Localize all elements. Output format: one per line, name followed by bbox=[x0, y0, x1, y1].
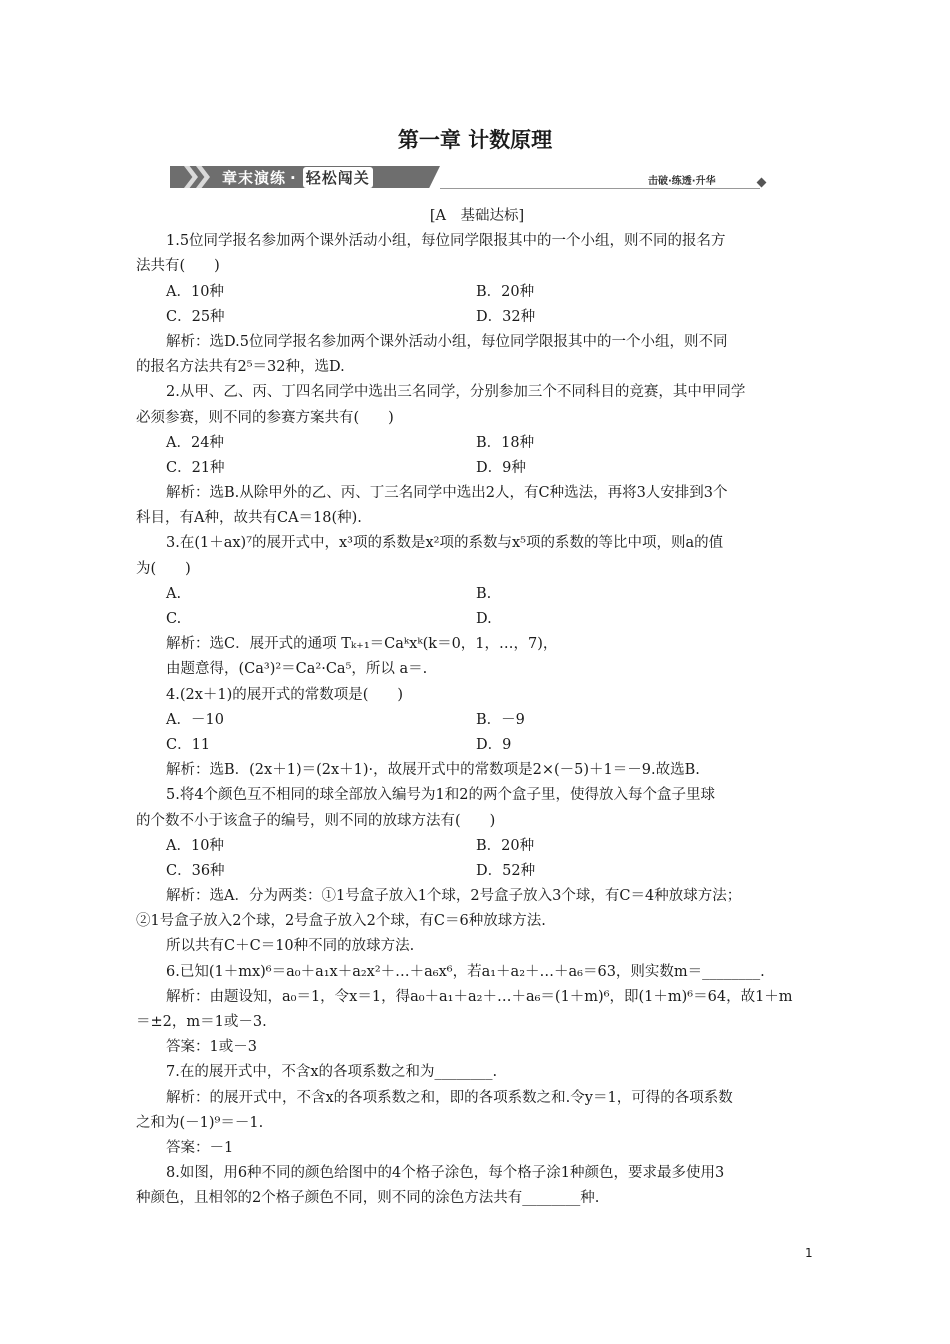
text-line: 6.已知(1＋mx)⁶＝a₀＋a₁x＋a₂x²＋…＋a₆x⁶，若a₁＋a₂＋…＋a₆＝63，则实数m＝________. bbox=[166, 963, 765, 980]
text-line: 4.(2x＋1)的展开式的常数项是( ) bbox=[166, 686, 404, 703]
text-line: 解析：由题设知，a₀＝1，令x＝1，得a₀＋a₁＋a₂＋…＋a₆＝(1＋m)⁶，即(1＋m)⁶＝64，故1＋m bbox=[166, 988, 793, 1005]
text-line: 解析：的展开式中，不含x的各项系数之和，即的各项系数之和.令y＝1，可得的各项系数 bbox=[166, 1089, 733, 1106]
diamond-icon bbox=[757, 178, 767, 188]
banner-boxed-text: 轻松闯关 bbox=[303, 167, 373, 188]
answer-options-row bbox=[136, 305, 818, 330]
answer-options-row bbox=[136, 834, 818, 859]
chapter-title: 第一章 计数原理 bbox=[397, 128, 553, 152]
answer-options-row bbox=[136, 708, 818, 733]
answer-option: B．20种 bbox=[476, 837, 535, 854]
text-line: 2.从甲、乙、丙、丁四名同学中选出三名同学，分别参加三个不同科目的竞赛，其中甲同学 bbox=[166, 384, 746, 401]
text-line: 1.5位同学报名参加两个课外活动小组，每位同学限报其中的一个小组，则不同的报名方 bbox=[166, 233, 726, 250]
answer-options-row bbox=[136, 582, 818, 607]
text-line: 8.如图，用6种不同的颜色给图中的4个格子涂色，每个格子涂1种颜色，要求最多使用3 bbox=[166, 1165, 725, 1182]
answer-option: D. bbox=[476, 611, 492, 627]
text-line: 之和为(－1)⁹＝－1. bbox=[136, 1114, 264, 1131]
text-line: 3.在(1＋ax)⁷的展开式中，x³项的系数是x²项的系数与x⁵项的系数的等比中项，则a的值 bbox=[166, 535, 724, 552]
text-line: 解析：选D.5位同学报名参加两个课外活动小组，每位同学限报其中的一个小组，则不同 bbox=[166, 333, 728, 350]
answer-option: D．9种 bbox=[476, 459, 526, 476]
text-line: 的报名方法共有2⁵＝32种，选D. bbox=[136, 359, 345, 376]
text-line: 为( ) bbox=[136, 560, 191, 577]
text-line: 答案：1或－3 bbox=[166, 1039, 257, 1056]
answer-option: B．20种 bbox=[476, 283, 535, 300]
text-line: 由题意得，(Ca³)²＝Ca²·Ca⁵，所以 a＝. bbox=[166, 661, 428, 678]
answer-option: B．－9 bbox=[476, 711, 525, 728]
text-line: 种颜色，且相邻的2个格子颜色不同，则不同的涂色方法共有________种. bbox=[136, 1190, 600, 1207]
text-line: 解析：选C．展开式的通项 Tₖ₊₁＝Caᵏxᵏ(k＝0，1，…，7)， bbox=[166, 636, 558, 653]
banner-dot: · bbox=[290, 169, 297, 187]
answer-options-row bbox=[136, 733, 818, 758]
text-line: ②1号盒子放入2个球，2号盒子放入2个球，有C＝6种放球方法. bbox=[136, 913, 546, 930]
answer-option: C．21种 bbox=[166, 459, 225, 476]
answer-option: A．－10 bbox=[166, 711, 224, 728]
answer-option: B．18种 bbox=[476, 434, 535, 451]
answer-option: D．32种 bbox=[476, 308, 536, 325]
text-line: ＝±2，m＝1或－3. bbox=[136, 1014, 267, 1030]
answer-option: A. bbox=[166, 585, 182, 602]
text-line: 7.在的展开式中，不含x的各项系数之和为________. bbox=[166, 1064, 498, 1081]
text-line: 所以共有C＋C＝10种不同的放球方法. bbox=[166, 938, 415, 955]
banner-slogan: 击破·练透·升华 bbox=[648, 176, 716, 187]
text-line: 解析：选A．分为两类：①1号盒子放入1个球，2号盒子放入3个球，有C＝4种放球方法； bbox=[166, 888, 742, 905]
answer-options-row bbox=[136, 431, 818, 456]
answer-option: A．10种 bbox=[166, 837, 224, 854]
answer-option: B. bbox=[476, 585, 492, 602]
text-line: 答案：－1 bbox=[166, 1139, 234, 1156]
banner-left-text: 章末演练 bbox=[222, 169, 287, 187]
exercise-content bbox=[136, 204, 818, 1212]
answer-option: D．9 bbox=[476, 736, 512, 753]
answer-option: A．10种 bbox=[166, 283, 224, 300]
text-line: 必须参赛，则不同的参赛方案共有( ) bbox=[136, 409, 394, 426]
section-heading: [A 基础达标] bbox=[429, 208, 525, 224]
text-line: 的个数不小于该盒子的编号，则不同的放球方法有( ) bbox=[136, 812, 496, 829]
text-line: 5.将4个颜色互不相同的球全部放入编号为1和2的两个盒子里，使得放入每个盒子里球 bbox=[166, 787, 716, 804]
page-number: 1 bbox=[805, 1246, 813, 1260]
banner-rule bbox=[440, 188, 760, 189]
answer-option: D．52种 bbox=[476, 862, 536, 879]
text-line: 解析：选B．(2x＋1)＝(2x＋1)·，故展开式中的常数项是2×(－5)＋1＝－9.故选B. bbox=[166, 762, 700, 779]
text-line: 科目，有A种，故共有CA＝18(种). bbox=[136, 510, 362, 527]
answer-options-row bbox=[136, 456, 818, 481]
section-banner bbox=[170, 164, 770, 194]
text-line: 解析：选B.从除甲外的乙、丙、丁三名同学中选出2人，有C种选法，再将3人安排到3个 bbox=[166, 485, 728, 502]
answer-option: C．11 bbox=[166, 736, 211, 753]
answer-options-row bbox=[136, 280, 818, 305]
answer-option: C．25种 bbox=[166, 308, 225, 325]
answer-options-row bbox=[136, 859, 818, 884]
answer-option: C. bbox=[166, 611, 182, 627]
text-line: 法共有( ) bbox=[136, 258, 220, 275]
answer-option: C．36种 bbox=[166, 862, 225, 879]
answer-options-row bbox=[136, 607, 818, 632]
banner-title bbox=[222, 167, 373, 188]
answer-option: A．24种 bbox=[166, 434, 224, 451]
